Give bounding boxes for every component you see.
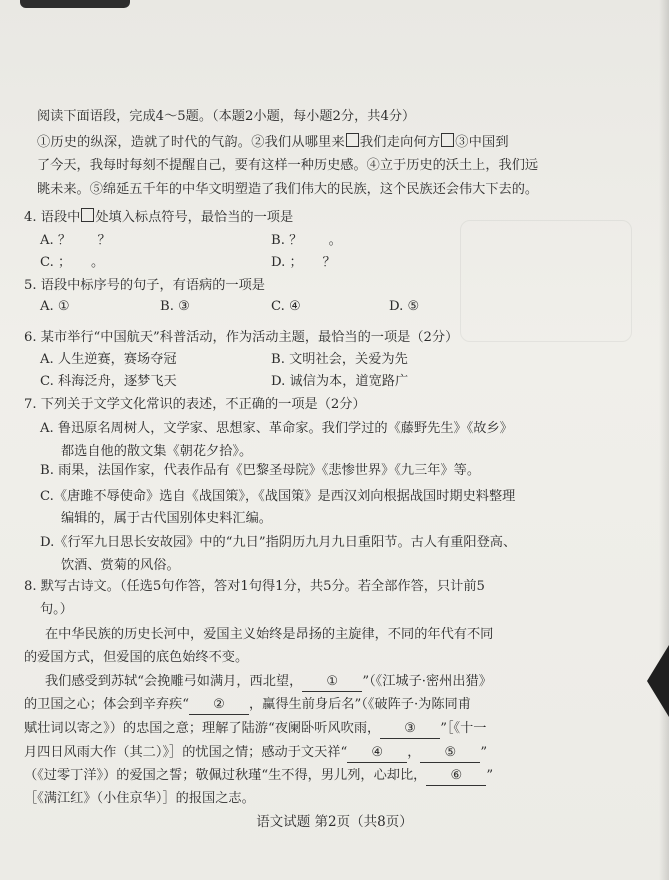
answer-blank-2[interactable]: ②	[189, 696, 249, 715]
page-edge-shadow	[659, 0, 669, 880]
binder-tab-shape	[647, 645, 669, 717]
q5-option-a: A. ①	[40, 299, 70, 314]
q7-option-a-line-2: 都选自他的散文集《朝花夕拾》。	[61, 444, 253, 459]
answer-blank-4[interactable]: ④	[347, 744, 407, 763]
question-5-stem: 5. 语段中标序号的句子，有语病的一项是	[24, 278, 265, 293]
q8-passage-line-7: （《过零丁洋》）的爱国之誓；敬佩过秋瑾“生不得，男儿列，心却比， ⑥ ”	[24, 767, 493, 786]
q8-passage-line-8: ［《满江红》（小住京华）］的报国之志。	[24, 791, 255, 806]
q8-passage-line-6: 月四日风雨大作（其二）》］的忧国之情；感动于文天祥“ ④ ， ⑤ ”	[24, 744, 487, 763]
q8-passage-line-4: 的卫国之心；体会到辛弃疾“ ② ，赢得生前身后名”（《破阵子·为陈同甫	[24, 696, 471, 715]
page-footer: 语文试题 第2页（共8页）	[256, 814, 413, 830]
q5-option-b: B. ③	[160, 299, 190, 314]
blank-box-icon	[81, 208, 94, 222]
question-6-stem: 6. 某市举行“中国航天”科普活动，作为活动主题，最恰当的一项是（2分）	[24, 330, 459, 345]
q7-option-d-line-2: 饮酒、赏菊的风俗。	[61, 558, 180, 573]
page-top-mark	[20, 0, 130, 8]
answer-blank-5[interactable]: ⑤	[420, 744, 480, 763]
bleed-through-frame	[460, 220, 632, 342]
q7-option-c-line-2: 编辑的，属于古代国别体史料汇编。	[61, 511, 272, 526]
q7-option-b: B. 雨果，法国作家，代表作品有《巴黎圣母院》《悲惨世界》《九三年》等。	[40, 463, 481, 478]
question-7-stem: 7. 下列关于文学文化常识的表述，不正确的一项是（2分）	[24, 397, 366, 412]
q4-option-d: D. ； ？	[271, 255, 336, 270]
q6-option-c: C. 科海泛舟，逐梦飞天	[40, 374, 177, 389]
q4-option-b: B. ？ 。	[271, 233, 342, 248]
answer-blank-6[interactable]: ⑥	[426, 767, 486, 786]
answer-blank-3[interactable]: ③	[380, 720, 440, 739]
blank-box-2	[441, 133, 454, 147]
q7-option-a-line-1: A. 鲁迅原名周树人，文学家、思想家、革命家。我们学过的《藤野先生》《故乡》	[40, 421, 513, 436]
q8-passage-line-1: 在中华民族的历史长河中，爱国主义始终是昂扬的主旋律，不同的年代有不同	[45, 627, 494, 642]
passage-line-2: 了今天，我每时每刻不提醒自己，要有这样一种历史感。④立于历史的沃土上，我们远	[37, 158, 539, 173]
question-4-stem: 4. 语段中 处填入标点符号，最恰当的一项是	[24, 210, 294, 225]
q5-option-d: D. ⑤	[389, 299, 420, 314]
answer-blank-1[interactable]: ①	[302, 673, 362, 692]
blank-box-1	[346, 133, 359, 147]
passage-intro: 阅读下面语段，完成4～5题。（本题2小题，每小题2分，共4分）	[37, 109, 416, 124]
q4-option-a: A. ？ ？	[40, 233, 111, 248]
q8-passage-line-3: 我们感受到苏轼“会挽雕弓如满月，西北望， ① ”（《江城子·密州出猎》	[45, 673, 492, 692]
question-8-stem-line-1: 8. 默写古诗文。（任选5句作答，答对1句得1分，共5分。若全部作答，只计前5	[24, 579, 485, 594]
q8-passage-line-5: 赋壮词以寄之》）的忠国之意；理解了陆游“夜阑卧听风吹雨， ③ ”［《十一	[24, 720, 487, 739]
q7-option-d-line-1: D.《行军九日思长安故园》中的“九日”指阴历九月九日重阳节。古人有重阳登高、	[40, 535, 517, 550]
q4-option-c: C. ； 。	[40, 255, 105, 270]
q6-option-a: A. 人生逆赛，赛场夺冠	[40, 352, 177, 367]
q6-option-b: B. 文明社会，关爱为先	[271, 352, 408, 367]
q7-option-c-line-1: C.《唐雎不辱使命》选自《战国策》，《战国策》是西汉刘向根据战国时期史料整理	[40, 489, 516, 504]
q8-passage-line-2: 的爱国方式，但爱国的底色始终不变。	[24, 650, 249, 665]
q5-option-c: C. ④	[271, 299, 301, 314]
passage-line-3: 眺未来。⑤绵延五千年的中华文明塑造了我们伟大的民族，这个民族还会伟大下去的。	[37, 182, 539, 197]
passage-line-1: ①历史的纵深，造就了时代的气韵。②我们从哪里来 我们走向何方 ③中国到	[37, 135, 509, 150]
q6-option-d: D. 诚信为本，道宽路广	[271, 374, 409, 389]
question-8-stem-line-2: 句。）	[40, 602, 73, 617]
